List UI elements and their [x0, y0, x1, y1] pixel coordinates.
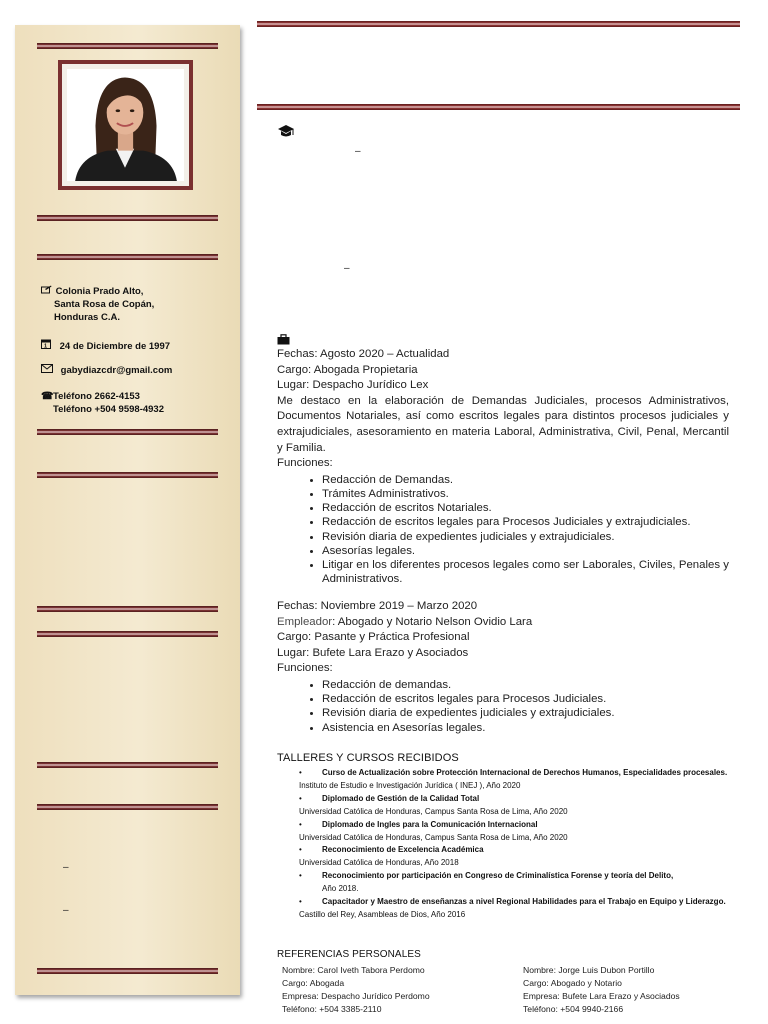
- reference-cargo: Cargo: Abogado y Notario: [523, 978, 622, 988]
- address-line-2: Santa Rosa de Copán,: [54, 299, 155, 310]
- references-title: REFERENCIAS PERSONALES: [277, 949, 421, 960]
- reference-telefono: Teléfono: +504 3385-2110: [282, 1004, 382, 1014]
- birthdate-row: [41, 339, 170, 353]
- reference-name: Nombre: Carol Iveth Tabora Perdomo: [282, 965, 425, 975]
- course-title: Reconocimiento de Excelencia Académica: [322, 845, 484, 855]
- sidebar: [15, 25, 240, 995]
- address-line-3: Honduras C.A.: [54, 312, 120, 323]
- dash-mark: –: [355, 146, 361, 157]
- job2-funciones-label: Funciones:: [277, 662, 333, 675]
- course-item: • Diplomado de Gestión de la Calidad Total: [299, 793, 480, 803]
- course-item: • Curso de Actualización sobre Protección Internacional de Derechos Humanos, Especialidades procesales.: [299, 768, 728, 777]
- job2-lugar: Lugar: Bufete Lara Erazo y Asociados: [277, 646, 469, 659]
- job2-employer-label: Empleador: [277, 615, 333, 628]
- sidebar-divider: [37, 762, 218, 768]
- list-item: • Asesorías legales.: [322, 544, 729, 558]
- list-item: • Redacción de escritos Notariales.: [322, 501, 729, 515]
- phone-1: Teléfono 2662-4153: [53, 391, 140, 402]
- profile-photo: [67, 69, 184, 181]
- courses-title: TALLERES Y CURSOS RECIBIDOS: [277, 752, 459, 764]
- courses-list: [299, 767, 729, 922]
- course-title: Diplomado de Ingles para la Comunicación Internacional: [322, 819, 538, 829]
- sidebar-divider: [37, 429, 218, 435]
- header-divider: [257, 104, 740, 110]
- calendar-icon: [41, 339, 53, 353]
- portrait-image: [67, 69, 184, 181]
- course-title: Reconocimiento por participación en Congreso de Criminalística Forense y teoría del Delito,: [322, 871, 674, 881]
- graduation-cap-icon: [277, 124, 295, 143]
- job1-description: Me destaco en la elaboración de Demandas Judiciales, procesos Administrativos, Documentos Notariales, así como escritos legales para distintos procesos judiciales y extrajudiciales, asesoramiento en materia Laboral, Administrativa, Civil, Penal, Mercantil y Familia.: [277, 394, 729, 454]
- course-title: Capacitador y Maestro de enseñanzas a nivel Regional Habilidades para el Trabajo en Equipo y Liderazgo.: [322, 897, 726, 907]
- address-icon: [41, 285, 53, 298]
- job2-employer-row: [277, 615, 729, 631]
- dash-mark: –: [63, 862, 69, 873]
- job2-employer: : Abogado y Notario Nelson Ovidio Lara: [332, 615, 533, 628]
- job1-cargo: Cargo: Abogada Propietaria: [277, 363, 418, 376]
- phone-2: Teléfono +504 9598-4932: [53, 404, 164, 415]
- reference-empresa: Empresa: Despacho Jurídico Perdomo: [282, 991, 430, 1001]
- course-detail: Instituto de Estudio e Investigación Jurídica ( INEJ ), Año 2020: [299, 780, 521, 790]
- phone-block: [41, 390, 164, 416]
- address-block: [41, 285, 154, 324]
- course-title: Curso de Actualización sobre Protección Internacional de Derechos Humanos, Especialidades procesales.: [322, 768, 728, 777]
- course-item: • Reconocimiento por participación en Congreso de Criminalística Forense y teoría del Delito,: [299, 871, 674, 881]
- job2-cargo: Cargo: Pasante y Práctica Profesional: [277, 631, 470, 644]
- course-detail: Universidad Católica de Honduras, Campus Santa Rosa de Lima, Año 2020: [299, 832, 568, 842]
- sidebar-divider: [37, 43, 218, 49]
- list-item: • Litigar en los diferentes procesos legales como ser Laborales, Civiles, Penales y Administrativos.: [322, 558, 729, 586]
- list-item: • Redacción de Demandas.: [322, 473, 729, 487]
- job1-funciones-list: [277, 473, 729, 587]
- list-item: • Trámites Administrativos.: [322, 487, 729, 501]
- course-title: Diplomado de Gestión de la Calidad Total: [322, 793, 480, 803]
- email-row: [41, 364, 172, 377]
- course-item: • Reconocimiento de Excelencia Académica: [299, 845, 484, 855]
- reference-name: Nombre: Jorge Luis Dubon Portillo: [523, 965, 655, 975]
- dash-mark: –: [344, 263, 350, 274]
- svg-text:1: 1: [44, 343, 48, 349]
- sidebar-divider: [37, 804, 218, 810]
- course-detail: Año 2018.: [322, 884, 359, 894]
- job1-dates: Fechas: Agosto 2020 – Actualidad: [277, 348, 450, 360]
- sidebar-divider: [37, 631, 218, 637]
- reference-cargo: Cargo: Abogada: [282, 978, 345, 988]
- list-item: • Redacción de escritos legales para Procesos Judiciales.: [322, 692, 729, 706]
- sidebar-divider: [37, 215, 218, 221]
- header-divider: [257, 21, 740, 27]
- list-item: • Redacción de escritos legales para Procesos Judiciales y extrajudiciales.: [322, 515, 729, 529]
- profile-photo-frame: [58, 60, 193, 190]
- reference-1: [282, 964, 430, 1016]
- course-item: • Diplomado de Ingles para la Comunicación Internacional: [299, 819, 538, 829]
- reference-2: [523, 964, 680, 1016]
- birthdate: 24 de Diciembre de 1997: [59, 341, 171, 352]
- course-detail: Universidad Católica de Honduras, Año 2018: [299, 858, 459, 868]
- job1-lugar: Lugar: Despacho Jurídico Lex: [277, 379, 429, 392]
- course-item: • Capacitador y Maestro de enseñanzas a nivel Regional Habilidades para el Trabajo en Equipo y Liderazgo. Castillo del Rey, Asambleas de Dios, Año 2016: [299, 897, 726, 919]
- sidebar-divider: [37, 472, 218, 478]
- job2-dates: Fechas: Noviembre 2019 – Marzo 2020: [277, 600, 478, 612]
- sidebar-divider: [37, 606, 218, 612]
- job-entry-1: [277, 347, 729, 586]
- briefcase-icon: [277, 333, 290, 348]
- job-entry-2: [277, 599, 729, 735]
- address-line-1: Colonia Prado Alto,: [55, 286, 144, 297]
- reference-empresa: Empresa: Bufete Lara Erazo y Asociados: [523, 991, 680, 1001]
- list-item: • Asistencia en Asesorías legales.: [322, 721, 729, 735]
- sidebar-divider: [37, 968, 218, 974]
- course-detail: Castillo del Rey, Asambleas de Dios, Año 2016: [299, 909, 466, 919]
- sidebar-divider: [37, 254, 218, 260]
- list-item: • Redacción de demandas.: [322, 678, 729, 692]
- job2-funciones-list: [277, 678, 729, 735]
- job1-funciones-label: Funciones:: [277, 457, 333, 470]
- email[interactable]: gabydiazcdr@gmail.com: [60, 365, 173, 376]
- envelope-icon: [41, 364, 53, 377]
- reference-telefono: Teléfono: +504 9940-2166: [523, 1004, 624, 1014]
- dash-mark: –: [63, 905, 69, 916]
- phone-icon: ☎: [41, 391, 54, 402]
- course-detail: Universidad Católica de Honduras, Campus Santa Rosa de Lima, Año 2020: [299, 806, 568, 816]
- list-item: • Revisión diaria de expedientes judiciales y extrajudiciales.: [322, 530, 729, 544]
- list-item: • Revisión diaria de expedientes judiciales y extrajudiciales.: [322, 706, 729, 720]
